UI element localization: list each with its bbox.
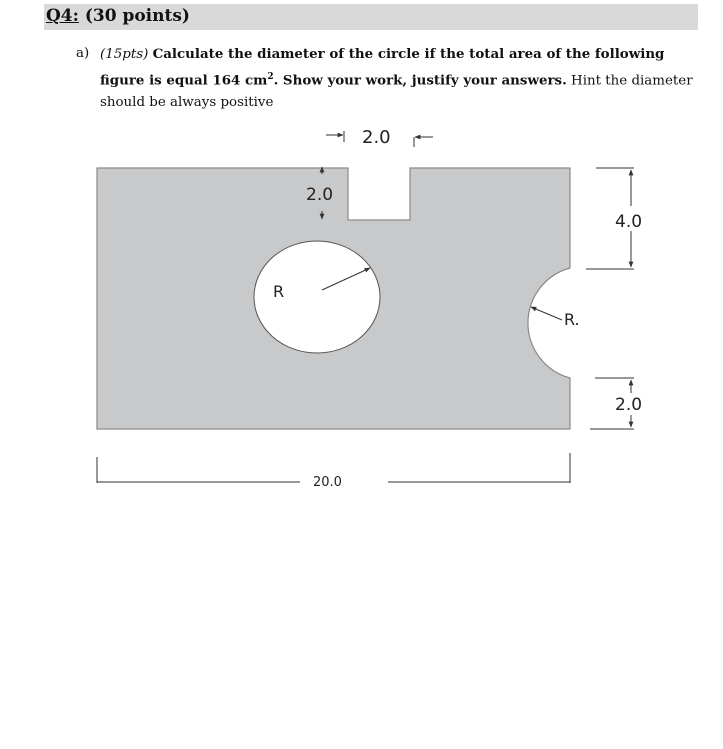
part-a-question-text: Calculate the diameter of the circle if the total area of the following figure is equal 164 cm <box>100 46 665 89</box>
part-a-label: a) <box>76 46 90 61</box>
semicircle-radius-label: R. <box>564 310 580 329</box>
dim-bottom-width: 20.0 <box>313 475 342 490</box>
part-a-hint: Hint the diameter should be always positive <box>100 73 693 111</box>
area-unit-superscript: 2 <box>267 72 274 82</box>
circle-radius-label: R <box>273 282 285 301</box>
question-number: Q4: <box>46 6 79 26</box>
semicircle-radius-line <box>531 307 562 320</box>
part-a-points: (15pts) <box>100 47 149 62</box>
part-a-instruction: . Show your work, justify your answers. <box>273 72 567 89</box>
dim-slot-width: 2.0 <box>362 127 391 148</box>
dim-right-bottom: 2.0 <box>615 395 643 415</box>
question-points: (30 points) <box>78 6 190 26</box>
dim-right-top: 4.0 <box>615 212 643 232</box>
dim-slot-depth: 2.0 <box>306 185 334 205</box>
